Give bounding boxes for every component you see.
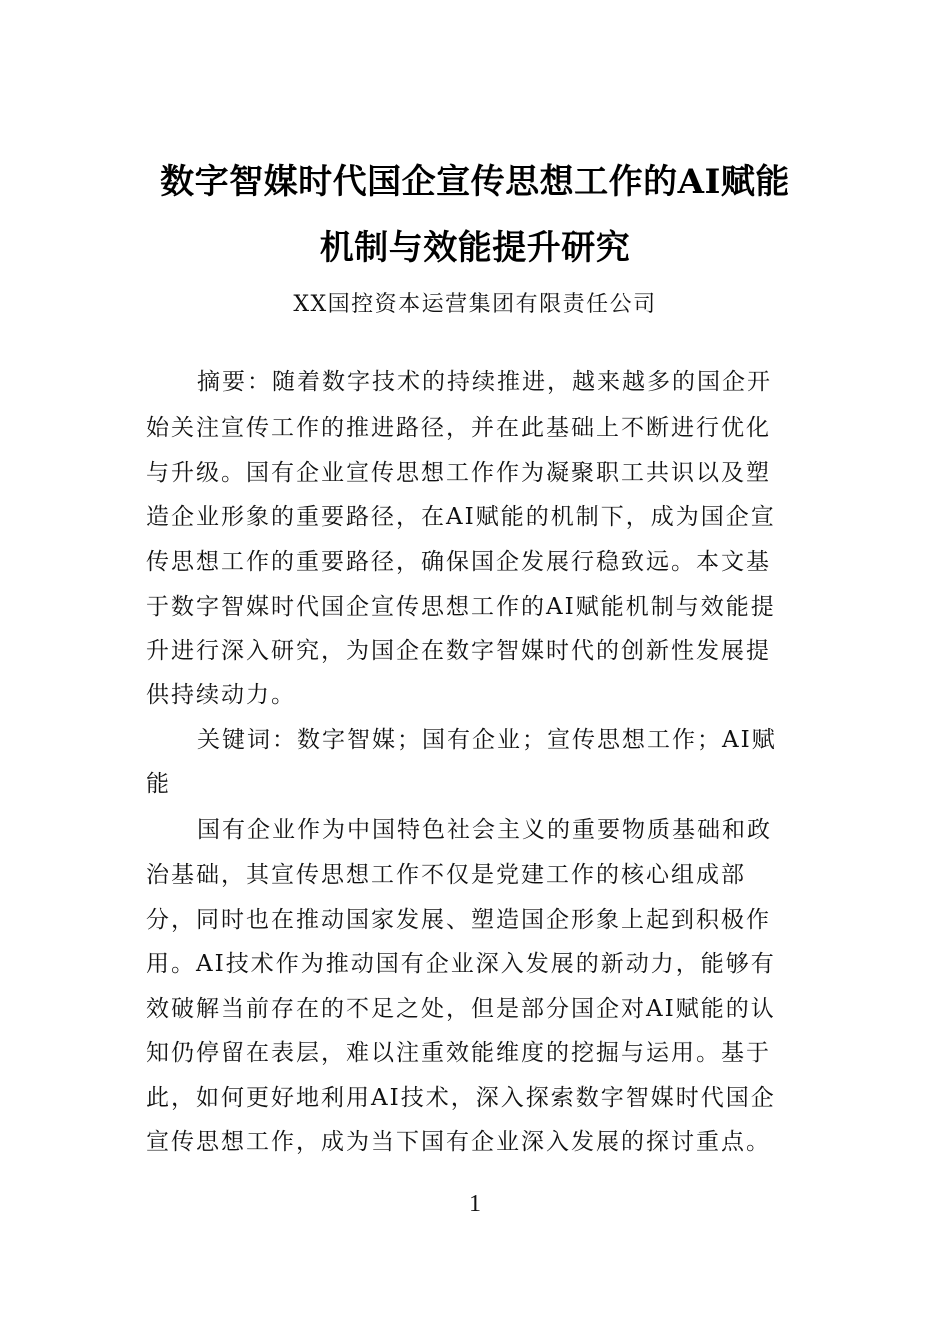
abstract-line: 造企业形象的重要路径，在AI赋能的机制下，成为国企宣 (146, 504, 776, 530)
page-number: 1 (469, 1191, 481, 1217)
keywords-line: 关键词：数字智媒；国有企业；宣传思想工作；AI赋 (197, 727, 777, 753)
body-line: 分，同时也在推动国家发展、塑造国企形象上起到积极作 (146, 907, 771, 933)
abstract-line: 传思想工作的重要路径，确保国企发展行稳致远。本文基 (146, 549, 771, 575)
abstract-line: 摘要：随着数字技术的持续推进，越来越多的国企开 (197, 369, 772, 395)
abstract-line: 供持续动力。 (146, 682, 296, 708)
organization-name: XX国控资本运营集团有限责任公司 (293, 292, 657, 317)
document-title-line-2: 机制与效能提升研究 (319, 228, 631, 268)
abstract-line: 于数字智媒时代国企宣传思想工作的AI赋能机制与效能提 (146, 594, 776, 620)
body-line: 知仍停留在表层，难以注重效能维度的挖掘与运用。基于 (146, 1040, 771, 1066)
body-line: 效破解当前存在的不足之处，但是部分国企对AI赋能的认 (146, 996, 776, 1022)
keywords-line: 能 (146, 771, 171, 797)
document-title-line-1: 数字智媒时代国企宣传思想工作的AI赋能 (160, 162, 790, 202)
abstract-line: 升进行深入研究，为国企在数字智媒时代的创新性发展提 (146, 638, 771, 664)
body-line: 用。AI技术作为推动国有企业深入发展的新动力，能够有 (146, 951, 776, 977)
abstract-line: 与升级。国有企业宣传思想工作作为凝聚职工共识以及塑 (146, 460, 771, 486)
body-line: 国有企业作为中国特色社会主义的重要物质基础和政 (197, 817, 772, 843)
body-line: 此，如何更好地利用AI技术，深入探索数字智媒时代国企 (146, 1085, 776, 1111)
abstract-line: 始关注宣传工作的推进路径，并在此基础上不断进行优化 (146, 415, 771, 441)
body-line: 治基础，其宣传思想工作不仅是党建工作的核心组成部 (146, 862, 746, 888)
body-line: 宣传思想工作，成为当下国有企业深入发展的探讨重点。 (146, 1129, 771, 1155)
